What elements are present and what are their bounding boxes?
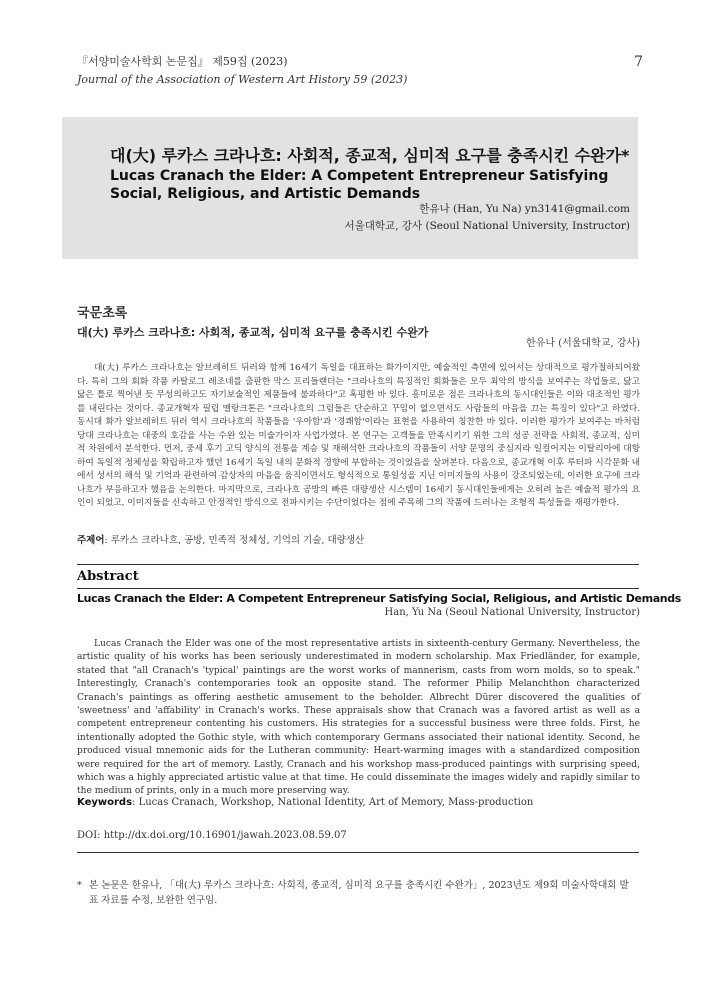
korean-abstract-title: 대(大) 루카스 크라나흐: 사회적, 종교적, 심미적 요구를 충족시킨 수완가	[77, 326, 429, 339]
author-affiliation: 서울대학교, 강사 (Seoul National University, Instructor)	[344, 220, 630, 232]
english-abstract-body: Lucas Cranach the Elder was one of the most representative artists in sixteenth-century Germany. Nevertheless, the artistic quality of his works has been seriously underestimated in modern scholarship. Max Friedländer, for example, stated that "all Cranach's 'typical' paintings are the worst works of mannerism, casts from worn molds, so to speak." Interestingly, Cranach's contemporaries took an opposite stand. The reformer Philip Melanchthon characterized Cranach's paintings as offering aesthetic amusement to the beholder. Albrecht Dürer discovered the qualities of 'sweetness' and 'affability' in Cranach's works. These appraisals show that Cranach was a favored artist as well as a competent entrepreneur contenting his customers. His strategies for a successful business were three folds. First, he intentionally adopted the Gothic style, with which contemporary Germans associated their national identity. Second, he produced visual mnemonic aids for the Lutheran community: Heart-warming images with a standardized composition were required for the art of memory. Lastly, Cranach and his workshop mass-produced paintings with surprising speed, which was a highly appreciated artistic value at that time. He could disseminate the images widely and rapidly similar to the medium of prints, only in a much more preserving way.	[77, 639, 640, 797]
english-keywords-list: : Lucas Cranach, Workshop, National Identity, Art of Memory, Mass-production	[132, 797, 534, 808]
journal-title-en: Journal of the Association of Western Art History 59 (2023)	[77, 73, 408, 86]
korean-keywords-label: 주제어	[77, 535, 105, 546]
korean-abstract-author: 한유나 (서울대학교, 강사)	[526, 338, 640, 349]
page-number: 7	[634, 54, 643, 70]
korean-abstract-heading: 국문초록	[77, 306, 128, 321]
korean-keywords	[77, 532, 364, 546]
journal-title-ko: 『서양미술사학회 논문집』 제59집 (2023)	[77, 55, 288, 68]
korean-keywords-list: : 루카스 크라나흐, 공방, 민족적 정체성, 기억의 기술, 대량생산	[104, 535, 365, 546]
footnote-divider	[77, 852, 639, 853]
footnote	[77, 878, 640, 908]
divider-abstract-heading	[77, 588, 639, 589]
footnote-mark: *	[77, 880, 82, 891]
footnote-text: 본 논문은 한유나, 「대(大) 루카스 크라나흐: 사회적, 종교적, 심미적 요구를 충족시킨 수완가」, 2023년도 제9회 미술사학대회 발표 자료를 수정, 보완한 연구임.	[89, 880, 629, 906]
english-keywords	[77, 797, 533, 808]
doi-link[interactable]: DOI: http://dx.doi.org/10.16901/jawah.2023.08.59.07	[77, 830, 347, 841]
korean-abstract-body: 대(大) 루카스 크라나흐는 알브레히트 뒤러와 함께 16세기 독일을 대표하는 화가이지만, 예술적인 측면에 있어서는 상대적으로 평가절하되어왔다. 특히 그의 회화 작품 카탈로그 레조네를 출판한 막스 프리들랜더는 "크라나흐의 특징적인 회화들은 모두 최악의 방식을 보여주는 작업들로, 닳고 닳은 틀로 찍어낸 듯 무성의하고도 자기보술적인 제품들에 불과하다"고 혹평한 바 있다. 흥미로운 점은 크라나흐의 동시대인들은 이와 대조적인 평가를 내린다는 것이다. 종교개혁자 필립 멜랑크톤은 "크라나흐의 그림들은 단순하고 꾸밈이 없으면서도 사람들의 마음을 끄는 특징이 있다"고 하였다. 동시대 화가 알브레히트 뒤러 역시 크라나흐의 작품들을 '우아함'과 '경쾌함'이라는 표현을 사용하여 칭찬한 바 있다. 이러한 평가가 보여주는 바처럼 당대 크라나흐는 대중의 호감을 사는 수완 있는 미술가이자 사업가였다. 본 연구는 고객들을 만족시키기 위한 그의 성공 전략을 사회적, 종교적, 심미적 차원에서 분석한다. 먼저, 중세 후기 고딕 양식의 전통을 계승 및 재해석한 크라나흐의 작품들이 서양 문명의 중심지라 일컬어지는 이탈리아에 대항하여 독일적 정체성을 확립하고자 했던 16세기 독일 내의 문화적 경향에 부합하는 것이었음을 살펴본다. 다음으로, 종교개혁 이후 루터파 시각문화 내에서 성서의 해석 및 기억과 관련하여 감상자의 마음을 움직이면서도 형식적으로 통일성을 지닌 이미지들의 사용이 강조되었는데, 이러한 요구에 크라나흐가 부응하고자 했음을 논의한다. 마지막으로, 크라나흐 공방의 빠른 대량생산 시스템이 16세기 동시대인들에게는 오히려 높은 예술적 평가의 요인이 되었고, 이미지들을 신속하고 안정적인 방식으로 전파시키는 수단이었다는 점에 주목해 그의 작품에 드러나는 조형적 특성들을 재평가한다.	[77, 363, 640, 508]
divider-top-abstract	[77, 564, 639, 565]
english-abstract-title: Lucas Cranach the Elder: A Competent Entrepreneur Satisfying Social, Religious, and Artistic Demands	[77, 592, 681, 605]
author-block	[344, 201, 630, 235]
english-abstract-heading: Abstract	[77, 569, 139, 584]
article-title-ko: 대(大) 루카스 크라나흐: 사회적, 종교적, 심미적 요구를 충족시킨 수완가*	[110, 146, 630, 165]
author-name-email: 한유나 (Han, Yu Na) yn3141@gmail.com	[419, 203, 630, 215]
title-box	[62, 117, 638, 259]
running-header	[77, 53, 643, 89]
english-keywords-label: Keywords	[77, 797, 133, 808]
article-title-en: Lucas Cranach the Elder: A Competent Entrepreneur Satisfying Social, Religious, and Artistic Demands	[110, 168, 609, 202]
english-abstract-author: Han, Yu Na (Seoul National University, Instructor)	[384, 607, 640, 618]
